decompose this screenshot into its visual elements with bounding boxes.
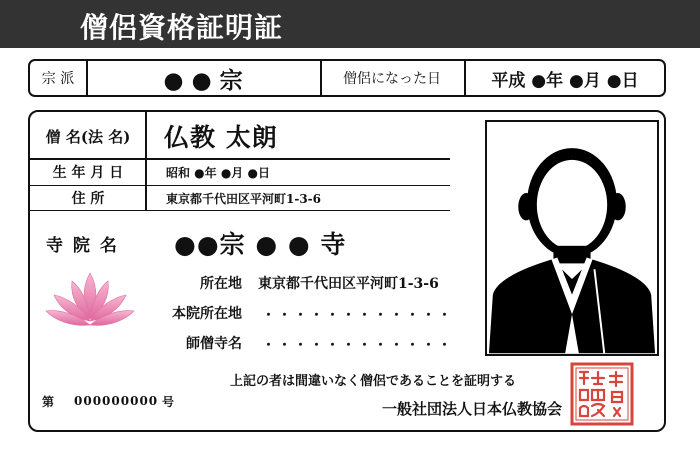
temple-label: 寺 院 名	[46, 235, 119, 256]
row-line	[30, 158, 450, 160]
certificate-card	[28, 110, 666, 432]
number-suffix: 号	[162, 394, 175, 409]
row-line	[30, 210, 450, 211]
master-temple-label: 師僧寺名	[186, 336, 242, 352]
issuer-name: 一般社団法人日本仏教協会	[382, 399, 563, 418]
ordained-date-value: 平成 ●年 ●月 ●日	[491, 70, 639, 91]
location-value: 東京都千代田区平河町1-3-6	[258, 276, 439, 292]
row-line	[30, 185, 450, 186]
certification-text: 上記の者は間違いなく僧侶であることを証明する	[230, 373, 517, 389]
ordained-date-label: 僧侶になった日	[343, 71, 441, 87]
head-temple-label: 本院所在地	[172, 306, 242, 322]
lotus-flower-icon	[44, 267, 136, 333]
name-value: 仏教 太朗	[164, 123, 278, 152]
master-temple-value: ・・・・・・・・・・・・	[262, 337, 455, 353]
address-label: 住 所	[71, 191, 105, 207]
birth-value: 昭和 ●年 ●月 ●日	[166, 165, 270, 180]
sect-value: ● ● 宗	[163, 66, 243, 94]
seal-stamp-icon	[570, 362, 634, 426]
number-prefix: 第	[42, 394, 55, 409]
monk-silhouette-icon	[487, 122, 657, 354]
temple-value: ●●宗 ● ● 寺	[174, 230, 347, 259]
sect-label: 宗 派	[41, 71, 75, 87]
divider	[145, 112, 147, 210]
card-title: 僧侶資格証明証	[80, 11, 284, 44]
member-photo	[485, 120, 659, 356]
sect-info-box	[28, 59, 666, 97]
birth-label: 生 年 月 日	[52, 165, 124, 181]
address-value: 東京都千代田区平河町1-3-6	[166, 191, 322, 206]
certificate-number: 000000000	[74, 394, 159, 408]
head-temple-value: ・・・・・・・・・・・・	[262, 307, 455, 323]
title-bar	[0, 0, 700, 48]
location-label: 所在地	[200, 276, 242, 292]
name-label: 僧 名(法 名)	[45, 127, 131, 146]
